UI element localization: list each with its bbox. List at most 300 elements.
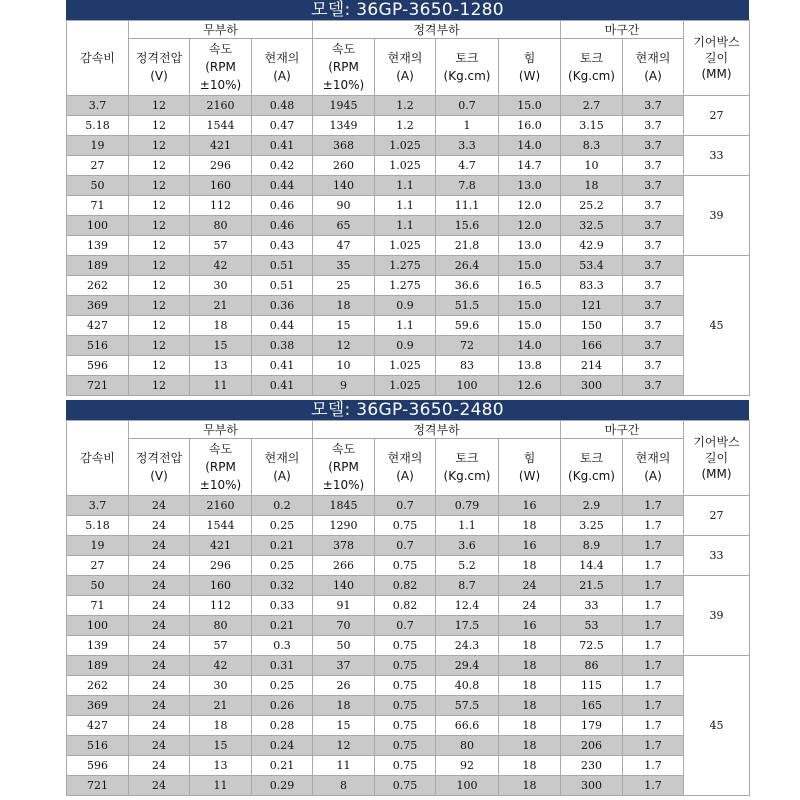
table-cell: 0.75: [375, 656, 436, 676]
table-cell: 0.75: [375, 676, 436, 696]
table-cell: 0.41: [252, 376, 313, 396]
table-cell: 0.44: [252, 176, 313, 196]
table-cell: 1.7: [623, 696, 684, 716]
table-cell: 1.025: [375, 136, 436, 156]
table-cell: 0.7: [436, 96, 499, 116]
table-cell: 24: [499, 596, 561, 616]
table-cell: 139: [67, 636, 129, 656]
table-cell: 16: [499, 536, 561, 556]
table-cell: 24: [499, 576, 561, 596]
table-row: [67, 616, 750, 636]
table-cell: 0.21: [252, 756, 313, 776]
table-row: [67, 296, 750, 316]
table-cell: 369: [67, 696, 129, 716]
table-cell: 1544: [190, 516, 252, 536]
table-cell: 80: [190, 616, 252, 636]
table-cell: 72.5: [561, 636, 623, 656]
spec-table: [66, 420, 750, 796]
table-cell: 3.3: [436, 136, 499, 156]
table-cell: 24: [129, 576, 190, 596]
table-cell: 8: [313, 776, 375, 796]
table-cell: 165: [561, 696, 623, 716]
table-row: [67, 176, 750, 196]
table-cell: 3.7: [623, 176, 684, 196]
table-row: [67, 236, 750, 256]
table-cell: 21.5: [561, 576, 623, 596]
table-cell: 189: [67, 656, 129, 676]
table-cell: 1.1: [375, 216, 436, 236]
model-title: 모델: 36GP-3650-1280: [66, 0, 749, 20]
table-cell: 0.75: [375, 636, 436, 656]
table-cell: 15: [190, 336, 252, 356]
table-cell: 1.7: [623, 616, 684, 636]
table-cell: 0.51: [252, 256, 313, 276]
table-cell: 1544: [190, 116, 252, 136]
table-cell: 24.3: [436, 636, 499, 656]
table-row: [67, 676, 750, 696]
table-cell: 0.3: [252, 636, 313, 656]
table-cell: 516: [67, 736, 129, 756]
table-cell: 3.7: [623, 136, 684, 156]
table-cell: 59.6: [436, 316, 499, 336]
table-cell: 24: [129, 556, 190, 576]
table-cell: 0.48: [252, 96, 313, 116]
table-cell: 12: [129, 216, 190, 236]
table-cell: 53: [561, 616, 623, 636]
table-cell: 15.0: [499, 296, 561, 316]
gearbox-length-cell: 45: [684, 256, 750, 396]
table-cell: 1.025: [375, 156, 436, 176]
table-cell: 18: [313, 696, 375, 716]
table-cell: 21: [190, 296, 252, 316]
table-row: [67, 716, 750, 736]
table-cell: 0.26: [252, 696, 313, 716]
header-current: 현재의 (A): [252, 39, 313, 96]
table-cell: 3.15: [561, 116, 623, 136]
table-cell: 0.31: [252, 656, 313, 676]
table-cell: 50: [67, 176, 129, 196]
table-cell: 24: [129, 516, 190, 536]
table-cell: 12: [129, 256, 190, 276]
table-cell: 1290: [313, 516, 375, 536]
table-cell: 1.2: [375, 96, 436, 116]
table-cell: 24: [129, 776, 190, 796]
header-stall: 마구간: [561, 421, 684, 439]
table-cell: 1.275: [375, 276, 436, 296]
table-cell: 11.1: [436, 196, 499, 216]
table-cell: 0.21: [252, 536, 313, 556]
table-cell: 0.79: [436, 496, 499, 516]
table-cell: 1945: [313, 96, 375, 116]
table-cell: 42: [190, 656, 252, 676]
table-cell: 3.7: [623, 376, 684, 396]
table-row: [67, 776, 750, 796]
table-cell: 40.8: [436, 676, 499, 696]
table-cell: 15: [190, 736, 252, 756]
table-cell: 0.43: [252, 236, 313, 256]
table-cell: 369: [67, 296, 129, 316]
spec-table-body: [67, 496, 750, 796]
table-cell: 1.7: [623, 556, 684, 576]
table-cell: 0.25: [252, 556, 313, 576]
table-cell: 18: [190, 316, 252, 336]
table-cell: 1.7: [623, 576, 684, 596]
table-cell: 33: [561, 596, 623, 616]
table-cell: 0.9: [375, 296, 436, 316]
header-speed: 속도 (RPM ±10%): [190, 39, 252, 96]
table-cell: 13.0: [499, 236, 561, 256]
table-row: [67, 216, 750, 236]
header-gearbox-length: 기어박스 길이 (MM): [684, 21, 750, 96]
table-cell: 12: [129, 336, 190, 356]
table-cell: 11: [313, 756, 375, 776]
table-cell: 1.025: [375, 236, 436, 256]
table-cell: 15.0: [499, 96, 561, 116]
table-cell: 230: [561, 756, 623, 776]
table-cell: 121: [561, 296, 623, 316]
table-cell: 596: [67, 756, 129, 776]
table-row: [67, 556, 750, 576]
table-cell: 0.7: [375, 496, 436, 516]
table-row: [67, 316, 750, 336]
table-cell: 57.5: [436, 696, 499, 716]
table-cell: 3.7: [623, 116, 684, 136]
table-cell: 0.33: [252, 596, 313, 616]
table-cell: 3.7: [623, 276, 684, 296]
table-cell: 100: [436, 376, 499, 396]
table-cell: 3.7: [623, 316, 684, 336]
header-speed: 속도 (RPM ±10%): [190, 439, 252, 496]
table-cell: 296: [190, 156, 252, 176]
table-cell: 25: [313, 276, 375, 296]
table-cell: 12: [129, 276, 190, 296]
table-cell: 0.29: [252, 776, 313, 796]
table-cell: 14.4: [561, 556, 623, 576]
table-cell: 16.5: [499, 276, 561, 296]
table-cell: 12.6: [499, 376, 561, 396]
table-cell: 24: [129, 736, 190, 756]
table-cell: 262: [67, 276, 129, 296]
table-cell: 0.82: [375, 576, 436, 596]
table-cell: 9: [313, 376, 375, 396]
table-cell: 3.6: [436, 536, 499, 556]
header-current: 현재의 (A): [375, 439, 436, 496]
table-row: [67, 576, 750, 596]
table-cell: 100: [67, 216, 129, 236]
table-row: [67, 756, 750, 776]
header-torque: 토크 (Kg.cm): [436, 39, 499, 96]
table-cell: 90: [313, 196, 375, 216]
table-cell: 3.7: [623, 236, 684, 256]
table-cell: 30: [190, 276, 252, 296]
table-cell: 18: [313, 296, 375, 316]
table-cell: 1.7: [623, 716, 684, 736]
table-cell: 18: [499, 776, 561, 796]
table-row: [67, 356, 750, 376]
table-row: [67, 116, 750, 136]
table-cell: 160: [190, 576, 252, 596]
model-block-2: [66, 400, 749, 796]
table-cell: 24: [129, 536, 190, 556]
table-cell: 721: [67, 776, 129, 796]
table-row: [67, 696, 750, 716]
table-cell: 1.7: [623, 676, 684, 696]
table-cell: 25.2: [561, 196, 623, 216]
table-cell: 0.42: [252, 156, 313, 176]
table-cell: 1.1: [375, 316, 436, 336]
table-cell: 0.44: [252, 316, 313, 336]
table-cell: 1.1: [375, 176, 436, 196]
table-cell: 1.7: [623, 596, 684, 616]
table-cell: 18: [561, 176, 623, 196]
table-row: [67, 496, 750, 516]
table-cell: 18: [499, 676, 561, 696]
table-row: [67, 336, 750, 356]
table-cell: 18: [499, 556, 561, 576]
table-cell: 2160: [190, 496, 252, 516]
table-cell: 166: [561, 336, 623, 356]
table-cell: 5.18: [67, 116, 129, 136]
header-gear-ratio: 감속비: [67, 21, 129, 96]
table-cell: 179: [561, 716, 623, 736]
table-cell: 3.7: [623, 356, 684, 376]
table-cell: 12: [129, 96, 190, 116]
table-cell: 18: [499, 716, 561, 736]
table-cell: 12: [129, 296, 190, 316]
table-cell: 0.41: [252, 136, 313, 156]
table-cell: 19: [67, 136, 129, 156]
header-current: 현재의 (A): [375, 39, 436, 96]
table-cell: 0.46: [252, 216, 313, 236]
table-cell: 57: [190, 636, 252, 656]
table-cell: 24: [129, 596, 190, 616]
table-cell: 1.7: [623, 516, 684, 536]
header-current: 현재의 (A): [623, 39, 684, 96]
table-cell: 0.25: [252, 676, 313, 696]
table-row: [67, 376, 750, 396]
table-cell: 3.7: [623, 296, 684, 316]
table-cell: 12: [313, 736, 375, 756]
table-cell: 71: [67, 196, 129, 216]
table-cell: 112: [190, 196, 252, 216]
header-torque: 토크 (Kg.cm): [561, 439, 623, 496]
table-cell: 1.7: [623, 776, 684, 796]
table-cell: 24: [129, 636, 190, 656]
header-gear-ratio: 감속비: [67, 421, 129, 496]
gearbox-length-cell: 27: [684, 96, 750, 136]
table-cell: 50: [313, 636, 375, 656]
table-cell: 21.8: [436, 236, 499, 256]
gearbox-length-cell: 39: [684, 176, 750, 256]
table-cell: 24: [129, 756, 190, 776]
header-current: 현재의 (A): [623, 439, 684, 496]
table-cell: 15: [313, 716, 375, 736]
table-cell: 51.5: [436, 296, 499, 316]
table-cell: 115: [561, 676, 623, 696]
table-cell: 12.0: [499, 196, 561, 216]
table-cell: 21: [190, 696, 252, 716]
table-cell: 42.9: [561, 236, 623, 256]
table-cell: 70: [313, 616, 375, 636]
table-cell: 50: [67, 576, 129, 596]
table-cell: 262: [67, 676, 129, 696]
table-cell: 57: [190, 236, 252, 256]
table-cell: 12: [129, 116, 190, 136]
table-cell: 296: [190, 556, 252, 576]
table-cell: 53.4: [561, 256, 623, 276]
table-cell: 15: [313, 316, 375, 336]
table-cell: 13.0: [499, 176, 561, 196]
table-cell: 12: [129, 196, 190, 216]
table-cell: 112: [190, 596, 252, 616]
table-cell: 1845: [313, 496, 375, 516]
table-cell: 3.7: [67, 496, 129, 516]
header-gearbox-length: 기어박스 길이 (MM): [684, 421, 750, 496]
table-cell: 12: [129, 176, 190, 196]
table-cell: 0.75: [375, 756, 436, 776]
table-cell: 4.7: [436, 156, 499, 176]
table-cell: 18: [499, 656, 561, 676]
header-rated-voltage: 정격전압 (V): [129, 39, 190, 96]
table-cell: 12.4: [436, 596, 499, 616]
table-cell: 18: [499, 516, 561, 536]
table-cell: 14.0: [499, 336, 561, 356]
table-cell: 30: [190, 676, 252, 696]
table-cell: 3.7: [623, 156, 684, 176]
table-cell: 12: [129, 376, 190, 396]
table-cell: 92: [436, 756, 499, 776]
table-cell: 516: [67, 336, 129, 356]
table-row: [67, 156, 750, 176]
table-cell: 3.7: [623, 96, 684, 116]
table-cell: 80: [436, 736, 499, 756]
model-block-1: [66, 0, 749, 396]
table-cell: 18: [499, 736, 561, 756]
table-cell: 260: [313, 156, 375, 176]
table-cell: 140: [313, 176, 375, 196]
table-cell: 100: [436, 776, 499, 796]
header-rated-load: 정격부하: [313, 21, 561, 39]
table-cell: 0.75: [375, 776, 436, 796]
table-cell: 66.6: [436, 716, 499, 736]
table-cell: 27: [67, 156, 129, 176]
header-torque: 토크 (Kg.cm): [561, 39, 623, 96]
table-cell: 12: [129, 136, 190, 156]
table-cell: 0.24: [252, 736, 313, 756]
table-cell: 1: [436, 116, 499, 136]
header-power: 힘 (W): [499, 439, 561, 496]
table-cell: 0.47: [252, 116, 313, 136]
table-cell: 160: [190, 176, 252, 196]
table-cell: 13.8: [499, 356, 561, 376]
table-cell: 378: [313, 536, 375, 556]
table-cell: 15.6: [436, 216, 499, 236]
table-row: [67, 736, 750, 756]
table-cell: 5.2: [436, 556, 499, 576]
table-row: [67, 276, 750, 296]
header-rated-voltage: 정격전압 (V): [129, 439, 190, 496]
table-cell: 0.32: [252, 576, 313, 596]
table-cell: 18: [499, 756, 561, 776]
table-cell: 300: [561, 376, 623, 396]
table-cell: 368: [313, 136, 375, 156]
table-cell: 71: [67, 596, 129, 616]
table-cell: 140: [313, 576, 375, 596]
table-cell: 24: [129, 676, 190, 696]
gearbox-length-cell: 39: [684, 576, 750, 656]
table-row: [67, 636, 750, 656]
table-cell: 0.7: [375, 616, 436, 636]
table-row: [67, 656, 750, 676]
gearbox-length-cell: 27: [684, 496, 750, 536]
table-cell: 8.9: [561, 536, 623, 556]
header-no-load: 무부하: [129, 421, 313, 439]
table-cell: 0.2: [252, 496, 313, 516]
header-speed: 속도 (RPM ±10%): [313, 439, 375, 496]
table-cell: 12: [129, 236, 190, 256]
table-cell: 26: [313, 676, 375, 696]
table-cell: 3.7: [623, 216, 684, 236]
table-cell: 1.025: [375, 376, 436, 396]
table-cell: 42: [190, 256, 252, 276]
spec-table-body: [67, 96, 750, 396]
table-cell: 2160: [190, 96, 252, 116]
table-cell: 266: [313, 556, 375, 576]
table-cell: 427: [67, 716, 129, 736]
table-cell: 0.75: [375, 736, 436, 756]
table-cell: 596: [67, 356, 129, 376]
table-cell: 1.7: [623, 536, 684, 556]
table-row: [67, 516, 750, 536]
table-cell: 0.41: [252, 356, 313, 376]
table-cell: 721: [67, 376, 129, 396]
table-cell: 0.51: [252, 276, 313, 296]
table-cell: 1.275: [375, 256, 436, 276]
table-cell: 0.46: [252, 196, 313, 216]
table-cell: 1.1: [375, 196, 436, 216]
table-cell: 7.8: [436, 176, 499, 196]
table-cell: 421: [190, 536, 252, 556]
table-cell: 37: [313, 656, 375, 676]
table-cell: 35: [313, 256, 375, 276]
table-cell: 8.3: [561, 136, 623, 156]
table-cell: 1.7: [623, 756, 684, 776]
table-cell: 206: [561, 736, 623, 756]
table-cell: 24: [129, 656, 190, 676]
table-cell: 3.7: [67, 96, 129, 116]
table-cell: 421: [190, 136, 252, 156]
table-cell: 0.75: [375, 556, 436, 576]
header-current: 현재의 (A): [252, 439, 313, 496]
table-cell: 1.1: [436, 516, 499, 536]
table-cell: 427: [67, 316, 129, 336]
table-cell: 12: [313, 336, 375, 356]
table-cell: 12: [129, 316, 190, 336]
table-cell: 2.9: [561, 496, 623, 516]
table-cell: 0.25: [252, 516, 313, 536]
table-cell: 1.7: [623, 736, 684, 756]
table-cell: 150: [561, 316, 623, 336]
table-cell: 0.36: [252, 296, 313, 316]
header-speed: 속도 (RPM ±10%): [313, 39, 375, 96]
table-cell: 0.7: [375, 536, 436, 556]
table-row: [67, 96, 750, 116]
table-cell: 83.3: [561, 276, 623, 296]
table-row: [67, 196, 750, 216]
table-cell: 27: [67, 556, 129, 576]
table-cell: 24: [129, 496, 190, 516]
table-cell: 0.21: [252, 616, 313, 636]
